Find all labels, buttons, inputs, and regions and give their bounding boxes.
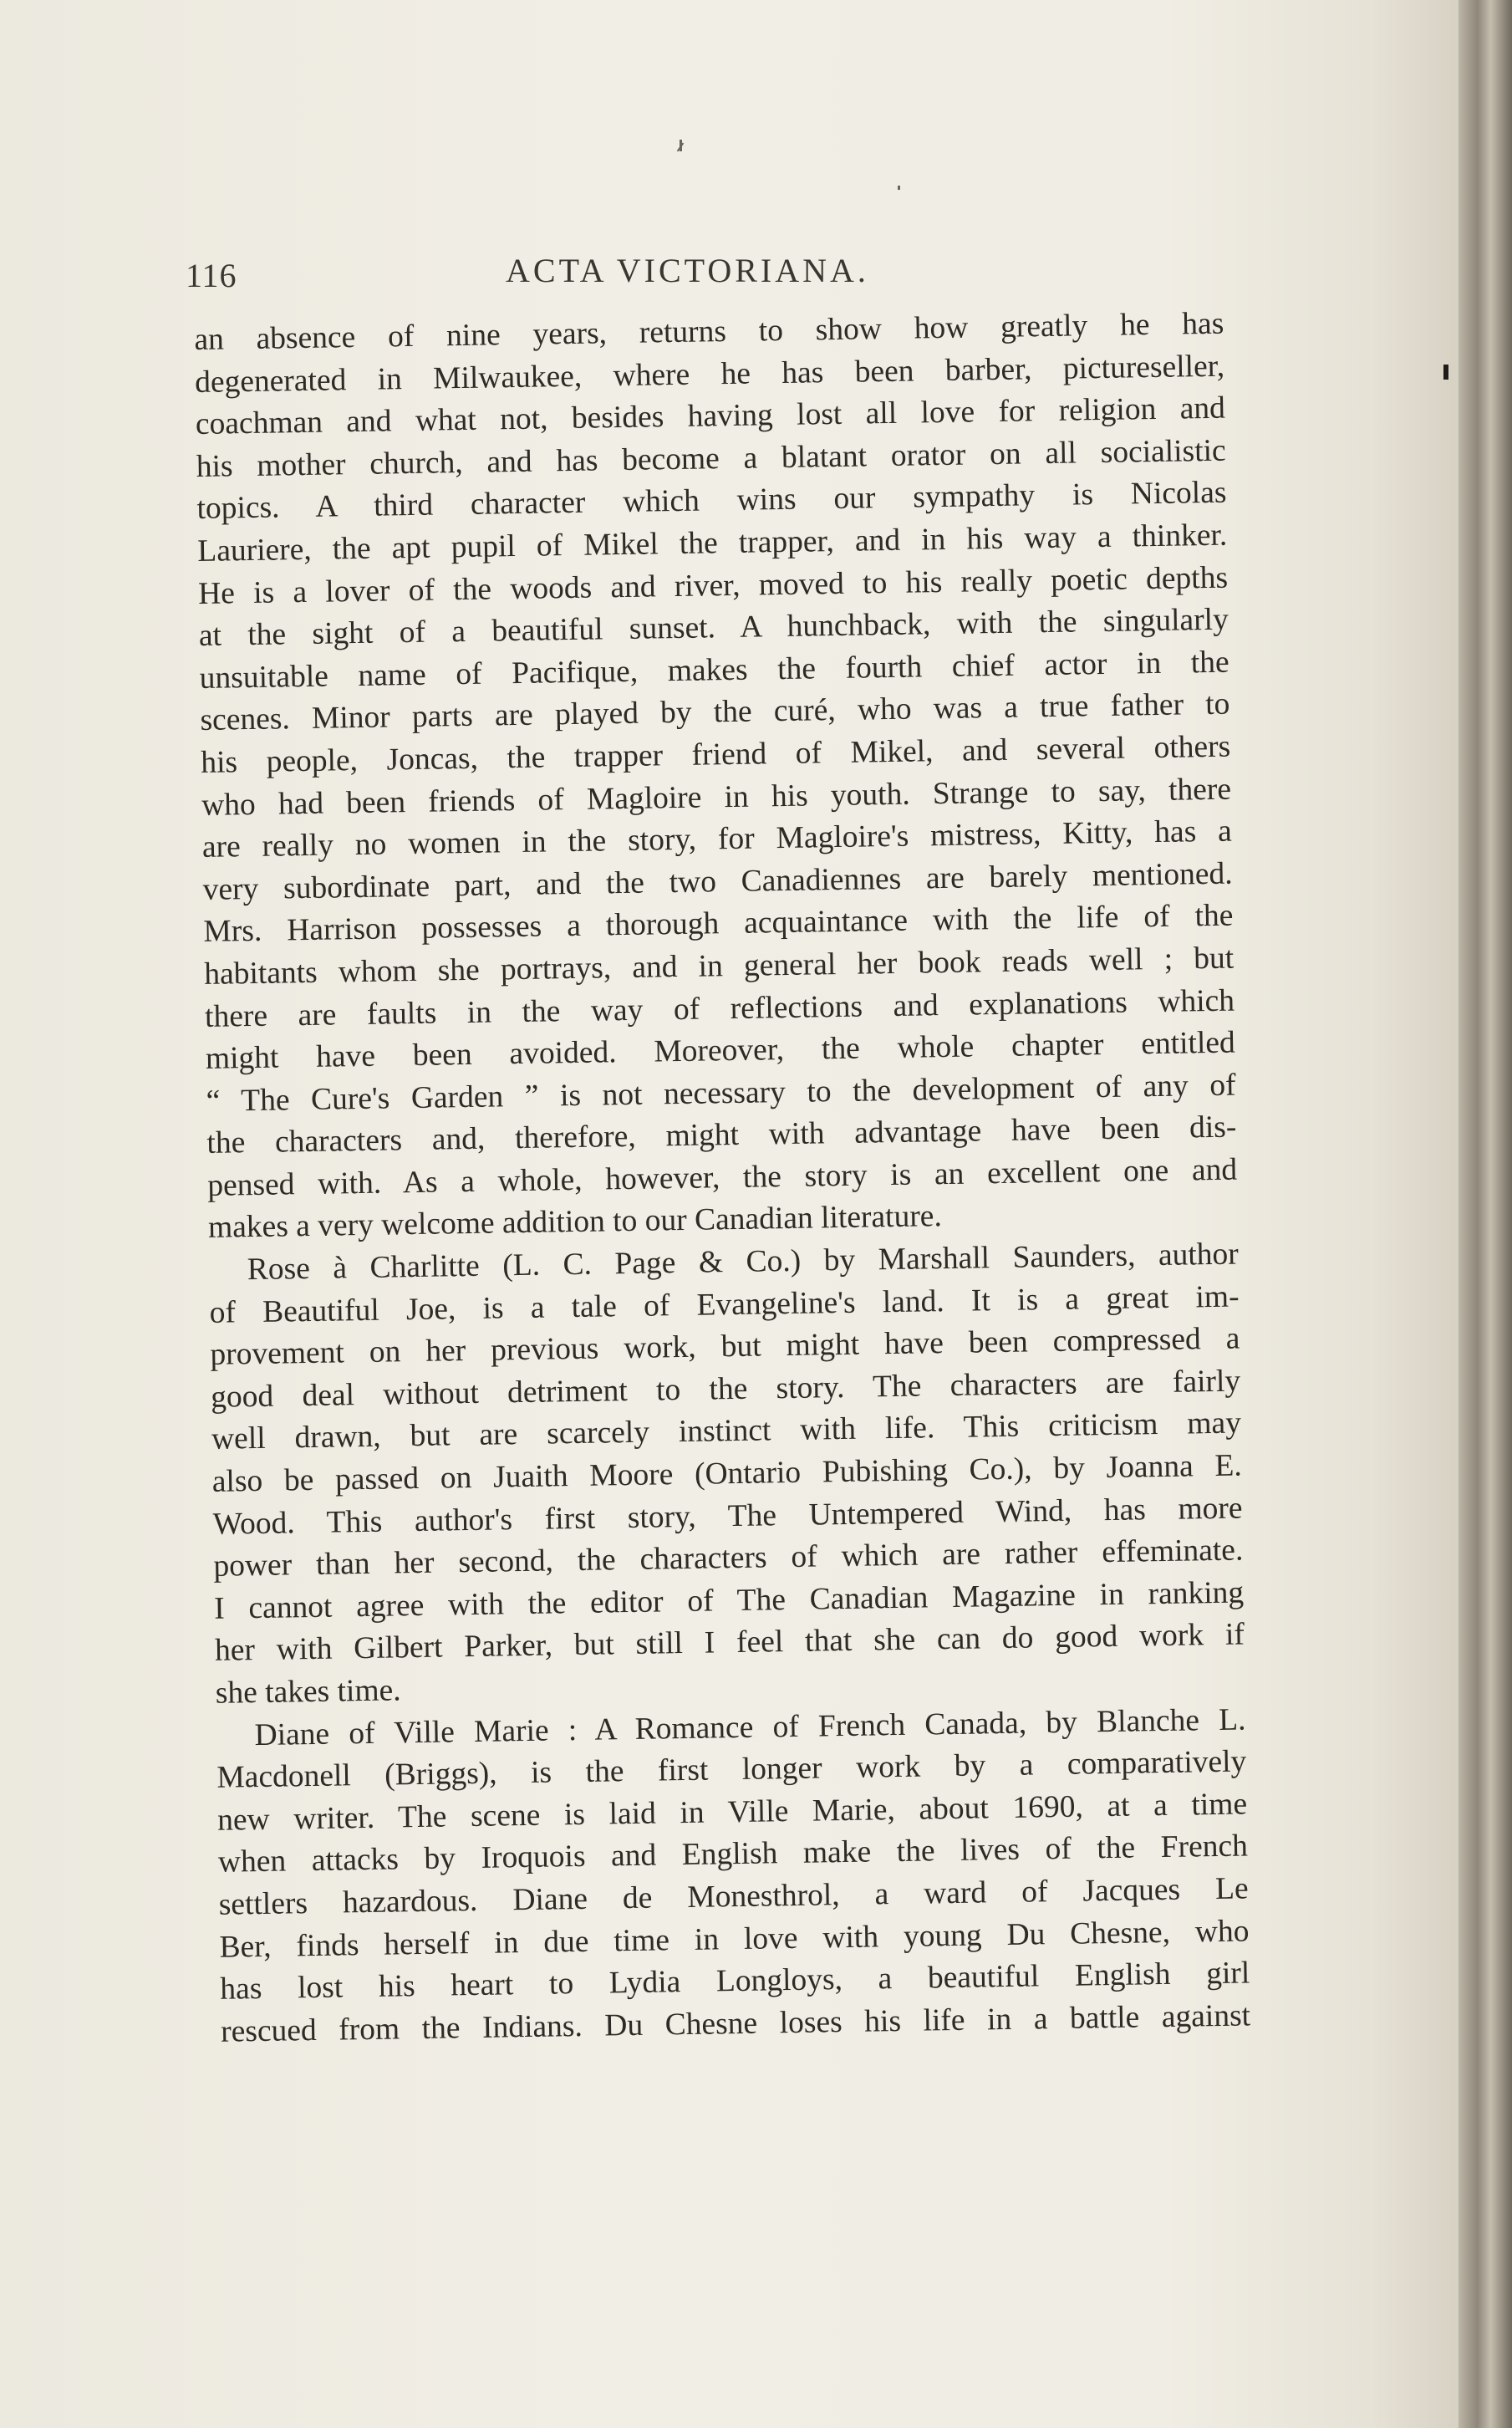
text-line: unsuitable name of Pacifique, makes the fourth chief actor in the: [199, 645, 1229, 696]
text-line: an absence of nine years, returns to show how greatly he has: [194, 306, 1224, 357]
text-line: I cannot agree with the editor of The Canadian Magazine in ranking: [213, 1575, 1245, 1626]
text-line: Mrs. Harrison possesses a thorough acquaintance with the life of the: [203, 898, 1234, 950]
text-line: there are faults in the way of reflections and explanations which: [204, 983, 1235, 1034]
text-line: who had been friends of Magloire in his youth. Strange to say, there: [201, 772, 1232, 823]
book-binding-edge: [1459, 0, 1512, 2428]
text-line: she takes time.: [215, 1673, 401, 1711]
text-line: well drawn, but are scarcely instinct with life. This criticism may: [211, 1405, 1242, 1457]
paper-speck: [680, 140, 682, 151]
text-line: power than her second, the characters of which are rather effeminate.: [213, 1533, 1244, 1584]
text-line: Ber, finds herself in due time in love with young Du Chesne, who: [219, 1913, 1250, 1965]
page-number: 116: [186, 257, 237, 294]
text-line: Lauriere, the apt pupil of Mikel the trapper, and in his way a thinker.: [197, 518, 1228, 569]
text-line: degenerated in Milwaukee, where he has been barber, pictureseller,: [194, 349, 1225, 400]
text-line: the characters and, therefore, might with advantage have been dis-: [206, 1109, 1237, 1161]
text-line: settlers hazardous. Diane de Monesthrol, a ward of Jacques Le: [218, 1871, 1249, 1922]
text-line: also be passed on Juaith Moore (Ontario Pubishing Co.), by Joanna E.: [211, 1448, 1243, 1499]
text-line: makes a very welcome addition to our Canadian literature.: [207, 1199, 943, 1246]
text-line: topics. A third character which wins our sympathy is Nicolas: [196, 475, 1227, 527]
text-line: scenes. Minor parts are played by the curé, who was a true father to: [200, 686, 1230, 738]
text-line: Macdonell (Briggs), is the first longer work by a comparatively: [216, 1744, 1247, 1795]
paper-speck: [1443, 365, 1448, 380]
text-line: when attacks by Iroquois and English make the lives of the French: [217, 1829, 1249, 1880]
text-line: his people, Joncas, the trapper friend of Mikel, and several others: [201, 729, 1231, 780]
text-line: rescued from the Indians. Du Chesne loses his life in a battle against: [220, 1998, 1251, 2049]
journal-title: ACTA VICTORIANA.: [506, 252, 869, 289]
text-line: provement on her previous work, but might have been compressed a: [210, 1321, 1240, 1373]
text-line: pensed with. As a whole, however, the story is an excellent one and: [206, 1152, 1238, 1203]
text-line: his mother church, and has become a blatant orator on all socialistic: [196, 433, 1226, 484]
text-line: coachman and what not, besides having lost all love for religion and: [195, 390, 1226, 442]
text-line: good deal without detriment to the story. The characters are fairly: [210, 1364, 1241, 1415]
text-line: new writer. The scene is laid in Ville Marie, about 1690, at a time: [216, 1787, 1248, 1838]
running-head: [0, 251, 1459, 301]
text-line: Rose à Charlitte (L. C. Page & Co.) by Marshall Saunders, author: [247, 1237, 1240, 1288]
text-line: has lost his heart to Lydia Longloys, a beautiful English girl: [220, 1956, 1250, 2007]
text-line: habitants whom she portrays, and in general her book reads well ; but: [203, 941, 1235, 992]
text-line: are really no women in the story, for Magloire's mistress, Kitty, has a: [201, 814, 1233, 865]
text-line: Wood. This author's first story, The Untempered Wind, has more: [212, 1491, 1243, 1542]
text-line: at the sight of a beautiful sunset. A hunchback, with the singularly: [198, 602, 1229, 654]
text-line: He is a lover of the woods and river, moved to his really poetic depths: [197, 560, 1229, 611]
text-line: Diane of Ville Marie : A Romance of French Canada, by Blanche L.: [254, 1702, 1246, 1752]
article-body: [194, 304, 1250, 2053]
text-line: very subordinate part, and the two Canadiennes are barely mentioned.: [202, 856, 1233, 907]
text-line: of Beautiful Joe, is a tale of Evangeline's land. It is a great im-: [209, 1279, 1240, 1330]
text-line: might have been avoided. Moreover, the whole chapter entitled: [205, 1025, 1236, 1076]
text-line: “ The Cure's Garden ” is not necessary to the development of any of: [206, 1068, 1236, 1119]
text-line: her with Gilbert Parker, but still I feel that she can do good work if: [214, 1617, 1245, 1669]
paper-speck: [898, 186, 900, 190]
